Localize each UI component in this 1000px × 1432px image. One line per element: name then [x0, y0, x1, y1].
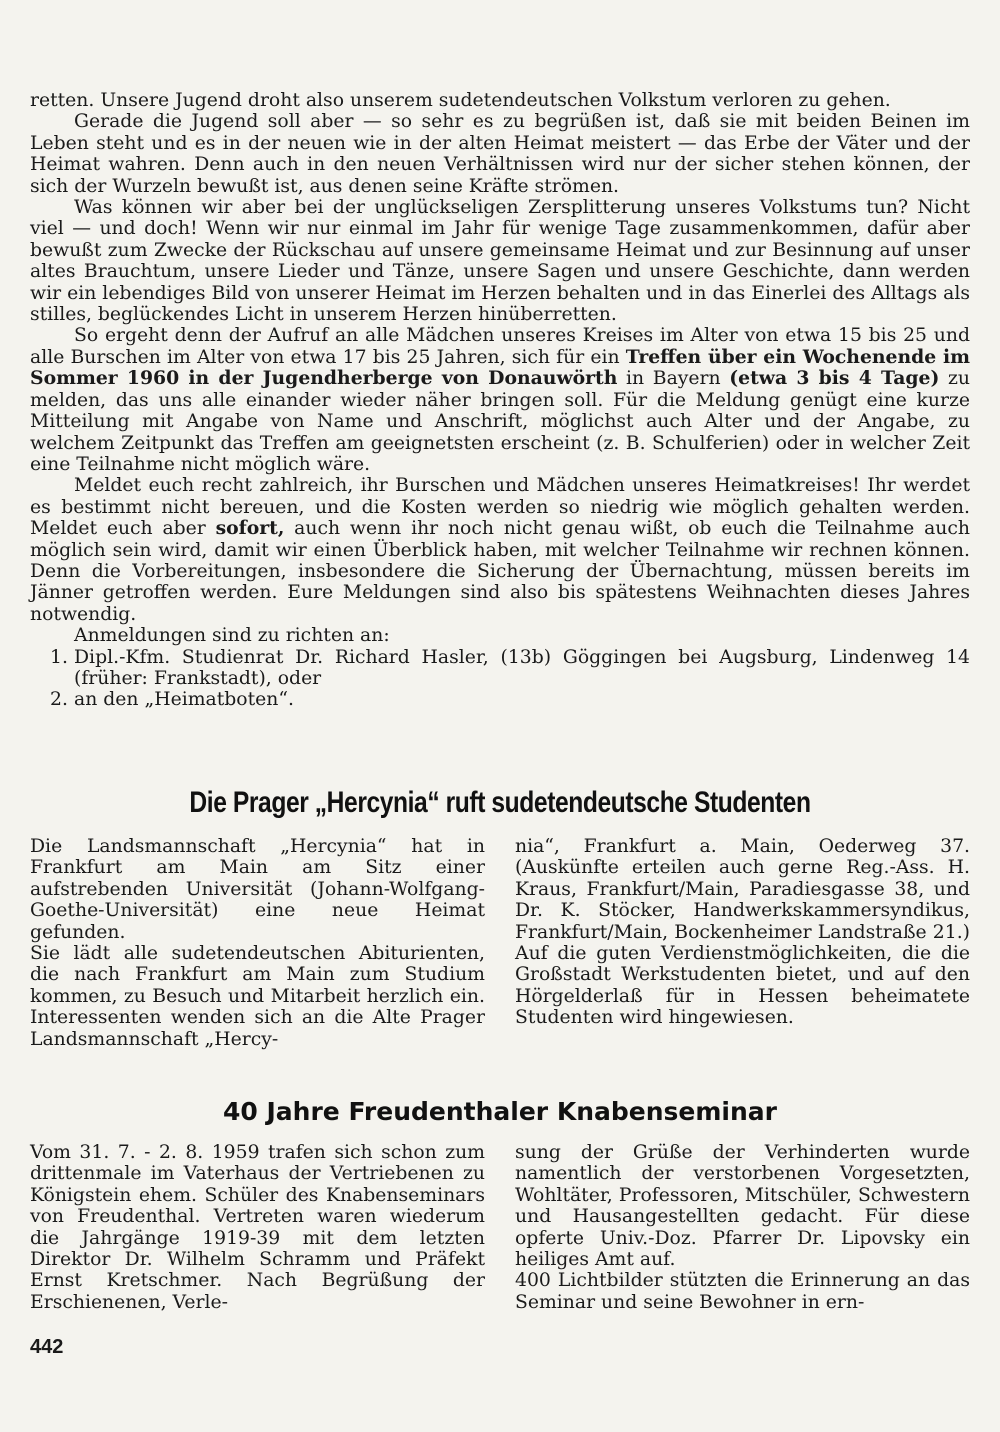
call-emphasis-duration: (etwa 3 bis 4 Tage) [729, 367, 940, 390]
article-hercynia-body [30, 836, 970, 1050]
address-item [30, 689, 970, 710]
article-title-seminar: 40 Jahre Freudenthaler Knabenseminar [223, 1097, 777, 1126]
register-emphasis: sofort, [215, 517, 285, 540]
call-text: in Bayern [617, 368, 730, 390]
article-title-hercynia: Die Prager „Hercynia“ ruft sudetendeutsche Studenten [189, 786, 811, 819]
paragraph: Die Landsmannschaft „Hercynia“ hat in Frankfurt am Main am Sitz einer aufstrebenden Universität (Johann-Wolfgang-Goethe-Universität) eine neue Heimat gefunden. [30, 836, 485, 943]
register-text: auch wenn ihr noch nicht genau wißt, ob euch die Teilnahme auch möglich sein wird, damit wir einen Überblick haben, mit welcher Teilnahme wir rechnen können. Denn die Vorbereitungen, insbesondere die Sicherung der Übernachtung, müssen bereits im Jänner getroffen werden. Eure Meldungen sind also bis spätestens Weihnachten dieses Jahres notwendig. [30, 518, 970, 625]
page-number: 442 [30, 1336, 64, 1358]
paragraph: Vom 31. 7. - 2. 8. 1959 trafen sich schon zum drittenmale im Vaterhaus der Vertriebenen zu Königstein ehem. Schüler des Knabenseminars von Freudenthal. Vertreten waren wiederum die Jahrgänge 1919-39 mit dem letzten Direktor Dr. Wilhelm Schramm und Präfekt Ernst Kretschmer. Nach Begrüßung der Erschienenen, Verle- [30, 1142, 485, 1313]
paragraph: sung der Grüße der Verhinderten wurde namentlich der verstorbenen Vorgesetzten, Wohltäter, Professoren, Mitschüler, Schwestern und Hausangestellten gedacht. Für diese opferte Univ.-Doz. Pfarrer Dr. Lipovsky ein heiliges Amt auf. [515, 1142, 970, 1271]
column-right [515, 1142, 970, 1313]
column-left [30, 1142, 485, 1313]
address-text: an den „Heimatboten“. [74, 689, 294, 711]
address-intro: Anmeldungen sind zu richten an: [74, 625, 390, 647]
paragraph: Was können wir aber bei der unglückseligen Zersplitterung unseres Volkstums tun? Nicht viel — und doch! Wenn wir nur einmal im Jahr für wenige Tage zusammenkommen, dafür aber bewußt zum Zwecke der Rückschau auf unsere gemeinsame Heimat und zur Besinnung auf unser altes Brauchtum, unsere Lieder und Tänze, unsere Sagen und unsere Geschichte, dann werden wir ein lebendiges Bild von unserer Heimat im Herzen behalten und in das Einerlei des Alltags als stilles, beglückendes Licht in unserem Herzen hinüberretten. [30, 197, 970, 326]
paragraph: nia“, Frankfurt a. Main, Oederweg 37. (Auskünfte erteilen auch gerne Reg.-Ass. H. Kraus, Frankfurt/Main, Paradiesgasse 38, und Dr. K. Stöcker, Handwerkskammersyndikus, Frankfurt/Main, Bockenheimer Landstraße 21.) Auf die guten Verdienstmöglichkeiten, die die Großstadt Werkstudenten bietet, und auf den Hörgelderlaß für in Hessen beheimatete Studenten wird hingewiesen. [515, 836, 970, 1029]
address-item [30, 647, 970, 690]
call-text: zu melden, das uns alle einander wieder näher bringen soll. Für die Meldung genügt eine kurze Mitteilung mit Angabe von Name und Anschrift, möglichst auch Alter und der Angabe, zu welchem Zeitpunkt das Treffen am geeignetsten erscheint (z. B. Schulferien) oder in welcher Zeit eine Teilnahme nicht möglich wäre. [30, 368, 970, 475]
register-text: Meldet euch recht zahlreich, ihr Burschen und Mädchen unseres Heimatkreises! Ihr werdet es bestimmt nicht bereuen, und die Kosten werden so niedrig wie möglich gehalten werden. Meldet euch aber [30, 475, 970, 540]
address-list [30, 647, 970, 711]
address-number: 2. [50, 689, 68, 711]
paragraph-call [30, 325, 970, 475]
address-text: Dipl.-Kfm. Studienrat Dr. Richard Hasler, (13b) Göggingen bei Augsburg, Lindenweg 14 (früher: Frankstadt), oder [74, 646, 970, 689]
paragraph-register [30, 475, 970, 625]
column-left [30, 836, 485, 1050]
article-youth-meeting [30, 90, 970, 711]
address-number: 1. [50, 646, 68, 668]
column-right [515, 836, 970, 1050]
paragraph: retten. Unsere Jugend droht also unserem sudetendeutschen Volkstum verloren zu gehen. [30, 90, 891, 111]
paragraph: Sie lädt alle sudetendeutschen Abiturienten, die nach Frankfurt am Main zum Studium kommen, zu Besuch und Mitarbeit herzlich ein. Interessenten wenden sich an die Alte Prager Landsmannschaft „Hercy- [30, 943, 485, 1050]
call-emphasis-meeting: Treffen über ein Wochenende im Sommer 1960 in der Jugendherberge von Donauwörth [30, 345, 970, 390]
call-text: So ergeht denn der Aufruf an alle Mädchen unseres Kreises im Alter von etwa 15 bis 25 und alle Burschen im Alter von etwa 17 bis 25 Jahren, sich für ein [30, 325, 970, 368]
article-seminar-body [30, 1142, 970, 1313]
paragraph: Gerade die Jugend soll aber — so sehr es zu begrüßen ist, daß sie mit beiden Beinen im Leben steht und es in der neuen wie in der alten Heimat meistert — das Erbe der Väter und der Heimat wahren. Denn auch in den neuen Verhältnissen wird nur der sicher stehen können, der sich der Wurzeln bewußt ist, aus denen seine Kräfte strömen. [30, 111, 970, 197]
paragraph: 400 Lichtbilder stützten die Erinnerung an das Seminar und seine Bewohner in ern- [515, 1270, 970, 1313]
